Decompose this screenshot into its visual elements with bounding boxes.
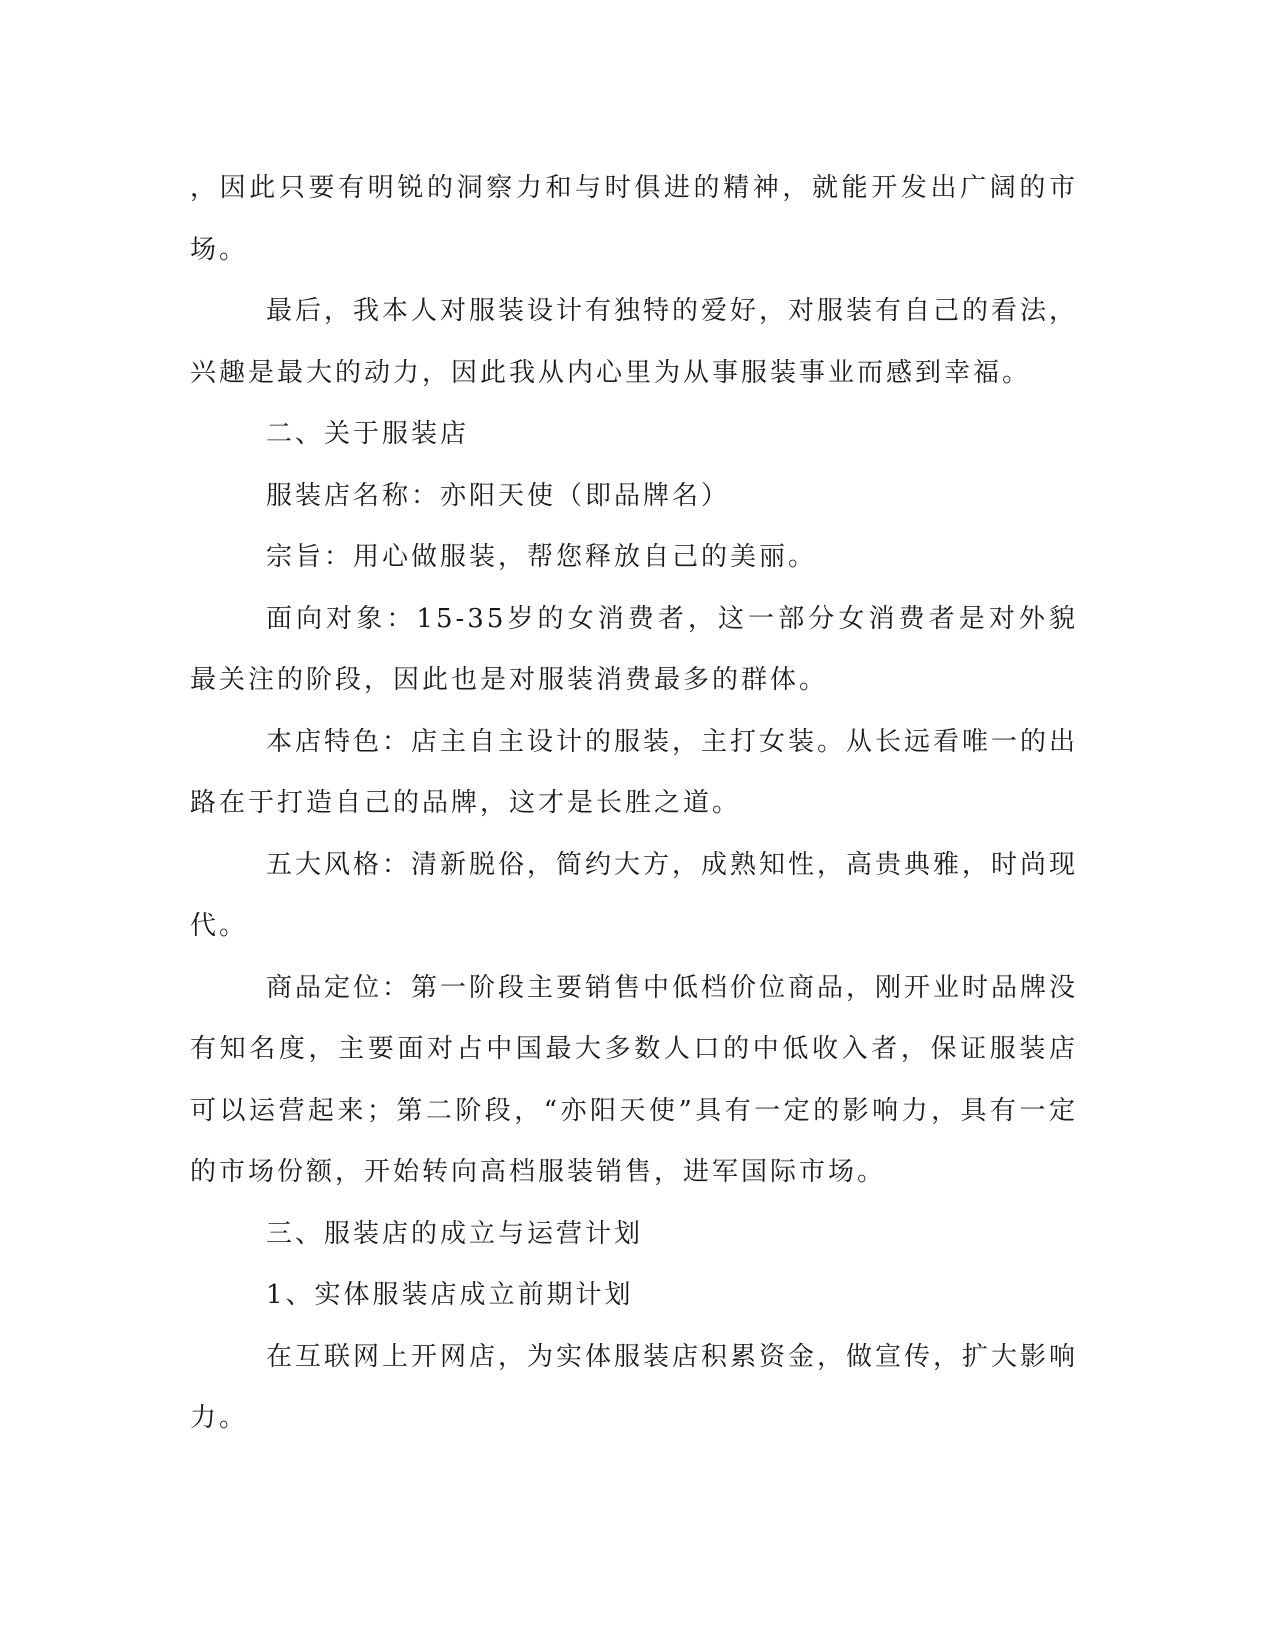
paragraph-store-features: 本店特色：店主自主设计的服装，主打女装。从长远看唯一的出路在于打造自己的品牌，这才是长胜之道。 [190,726,1079,818]
section-heading-about-store: 二、关于服装店 [266,419,470,449]
section-heading-operation-plan: 三、服装店的成立与运营计划 [266,1218,644,1249]
paragraph-product-positioning: 商品定位：第一阶段主要销售中低档价位商品，刚开业时品牌没有知名度，主要面对占中国最大多数人口的中低收入者，保证服装店可以运营起来；第二阶段，“亦阳天使”具有一定的影响力，具有一定的市场份额，开始转向高档服装销售，进军国际市场。 [190,972,1079,1187]
paragraph-mission: 宗旨：用心做服装，帮您释放自己的美丽。 [266,542,818,572]
subsection-heading-preliminary-plan: 1、实体服装店成立前期计划 [266,1280,634,1310]
paragraph-target-audience: 面向对象：15-35岁的女消费者，这一部分女消费者是对外貌最关注的阶段，因此也是对服装消费最多的群体。 [190,603,1078,695]
paragraph-personal-interest: 最后，我本人对服装设计有独特的爱好，对服装有自己的看法，兴趣是最大的动力，因此我从内心里为从事服装事业而感到幸福。 [190,296,1079,388]
paragraph-continuation: ，因此只要有明锐的洞察力和与时俱进的精神，就能开发出广阔的市场。 [190,173,1078,265]
paragraph-online-store: 在互联网上开网店，为实体服装店积累资金，做宣传，扩大影响力。 [190,1341,1079,1433]
paragraph-five-styles: 五大风格：清新脱俗，简约大方，成熟知性，高贵典雅，时尚现代。 [190,849,1079,941]
paragraph-store-name: 服装店名称：亦阳天使（即品牌名） [266,480,731,511]
document-body [190,158,1078,1450]
